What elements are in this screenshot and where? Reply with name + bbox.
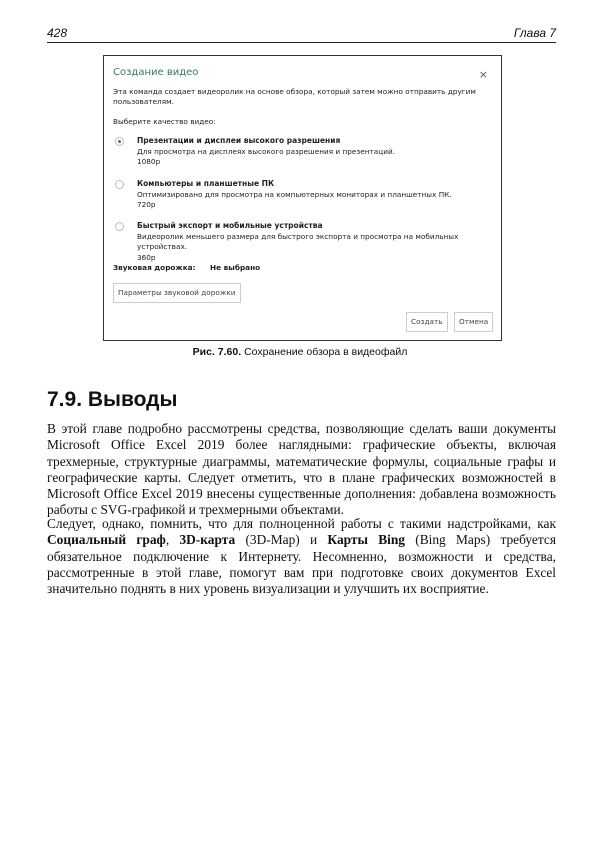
audio-label: Звуковая дорожка:: [113, 263, 196, 272]
option-title: Компьютеры и планшетные ПК: [137, 179, 275, 188]
running-header: [47, 26, 556, 43]
dialog-description: Эта команда создает видеоролик на основе обзора, который затем можно отправить другим пользователям.: [113, 87, 476, 106]
option-res: 1080p: [137, 157, 161, 166]
caption-label: Рис. 7.60.: [192, 346, 242, 358]
option-desc: Оптимизировано для просмотра на компьютерных мониторах и планшетных ПК.: [137, 189, 452, 199]
text: ,: [165, 532, 180, 548]
cancel-button[interactable]: Отмена: [454, 312, 493, 332]
page-number: 428: [47, 26, 68, 40]
bold-term: Карты Bing: [327, 532, 405, 548]
audio-settings-button[interactable]: Параметры звуковой дорожки: [113, 283, 241, 303]
text: (3D-Map) и: [235, 532, 328, 548]
chapter-title: Глава 7: [513, 26, 556, 40]
paragraph-1: В этой главе подробно рассмотрены средства, позволяющие сделать ваши документы Microsoft Office Excel 2019 более наглядными: графические объекты, включая трехмерные, структурные диаграммы, математические формулы, социальные графы и географические карты. Следует отметить, что в плане графических возможностей в Microsoft Office Excel 2019 внесены существенные дополнения: добавлена возможность работы с SVG-графикой и трехмерными объектами.: [47, 421, 556, 518]
create-video-dialog: [103, 55, 502, 341]
option-title: Быстрый экспорт и мобильные устройства: [137, 221, 323, 230]
radio-button-selected[interactable]: [115, 137, 124, 146]
dialog-title: Создание видео: [113, 67, 199, 78]
audio-value: Не выбрано: [210, 263, 261, 272]
paragraph-2: [47, 516, 556, 597]
text: Следует, однако, помнить, что для полноценной работы с такими надстройками, как: [47, 516, 556, 531]
option-res: 360p: [137, 252, 156, 262]
audio-track-status: [113, 263, 260, 272]
bold-term: 3D-карта: [179, 532, 236, 548]
figure-caption: [0, 346, 600, 358]
option-res: 720p: [137, 200, 156, 209]
option-desc: Для просмотра на дисплеях высокого разрешения и презентаций.: [137, 146, 396, 156]
text: (Bing Maps) требуется обязательное подключение к Интернету. Несомненно, возможности и средства, рассмотренные в этой главе, помогут вам при подготовке своих документов Excel значительно поднять в них уровень визуализации и улучшить их восприятие.: [47, 532, 556, 597]
option-title: Презентации и дисплеи высокого разрешения: [137, 136, 341, 145]
section-heading: 7.9. Выводы: [47, 388, 178, 411]
radio-button[interactable]: [115, 180, 124, 189]
quality-prompt: Выберите качество видео:: [113, 117, 216, 126]
close-icon[interactable]: ×: [478, 68, 488, 81]
bold-term: Социальный граф: [47, 532, 166, 548]
create-button[interactable]: Создать: [406, 312, 448, 332]
radio-button[interactable]: [115, 222, 124, 231]
option-desc: Видеоролик меньшего размера для быстрого экспорта и просмотра на мобильных устройствах.: [137, 231, 459, 251]
caption-text: Сохранение обзора в видеофайл: [241, 346, 408, 358]
